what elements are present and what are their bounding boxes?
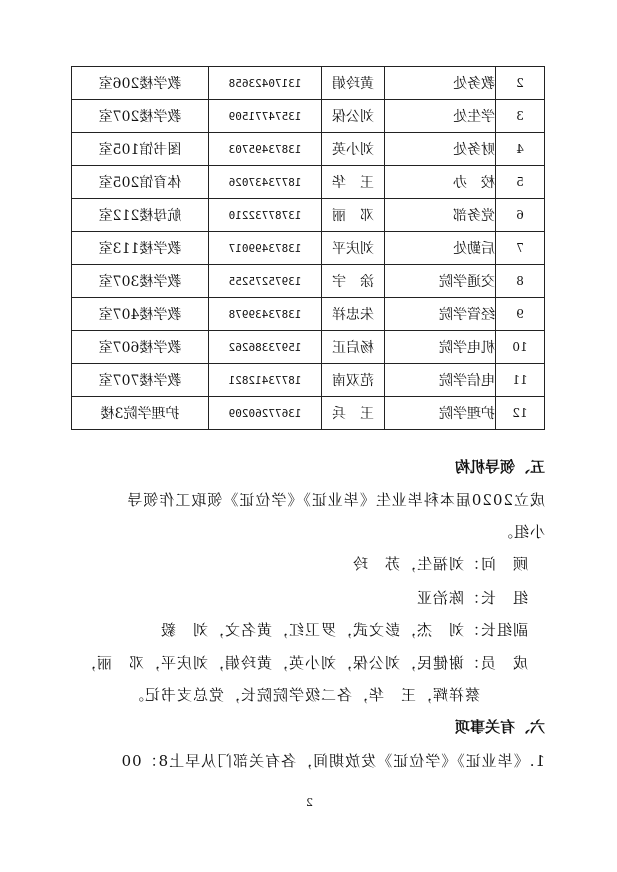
table-row: [72, 166, 545, 199]
person-name-cell: 黄玲娟: [322, 67, 385, 100]
phone-cell: 13873439978: [209, 298, 322, 331]
office-room-cell: 图书馆105室: [72, 133, 209, 166]
phone-cell: 13170423658: [209, 67, 322, 100]
office-room-cell: 体育馆205室: [72, 166, 209, 199]
office-room-cell: 教学楼113室: [72, 232, 209, 265]
office-room-cell: 教学楼407室: [72, 298, 209, 331]
row-number: 6: [496, 199, 545, 232]
table-row: [72, 133, 545, 166]
row-number: 7: [496, 232, 545, 265]
table-row: [72, 265, 545, 298]
table-row: [72, 67, 545, 100]
department-cell: 交通学院: [385, 265, 496, 298]
table-row: [72, 331, 545, 364]
person-name-cell: 朱忠祥: [322, 298, 385, 331]
section-5-intro-line2: 小组。: [496, 523, 545, 541]
person-name-cell: 涂 宇: [322, 265, 385, 298]
row-number: 12: [496, 397, 545, 430]
phone-cell: 18773437026: [209, 166, 322, 199]
department-cell: 学生处: [385, 100, 496, 133]
department-cell: 护理学院: [385, 397, 496, 430]
office-room-cell: 教学楼607室: [72, 331, 209, 364]
department-cell: 机电学院: [385, 331, 496, 364]
row-number: 4: [496, 133, 545, 166]
row-number: 11: [496, 364, 545, 397]
phone-cell: 15973386262: [209, 331, 322, 364]
phone-cell: 13873499017: [209, 232, 322, 265]
phone-cell: 13787732210: [209, 199, 322, 232]
row-number: 10: [496, 331, 545, 364]
section-6-item1: 1.《毕业证》《学位证》发放期间，各有关部门从早上8：00: [120, 752, 545, 770]
deputy-line: 副组长：刘 杰，彭文武，罗卫红，黄名文，刘 毅: [159, 621, 528, 639]
members-line1: 成 员：谢健民，刘公保，刘小英，黄玲娟，刘庆平，邓 丽，: [79, 654, 528, 672]
table-row: [72, 232, 545, 265]
department-cell: 电信学院: [385, 364, 496, 397]
row-number: 3: [496, 100, 545, 133]
office-room-cell: 教学楼707室: [72, 364, 209, 397]
members-line2: 蔡祥辉，王 华，各二级学院院长，党总支书记。: [127, 686, 480, 704]
phone-cell: 13574771509: [209, 100, 322, 133]
office-room-cell: 教学楼307室: [72, 265, 209, 298]
person-name-cell: 王 兵: [322, 397, 385, 430]
table-row: [72, 364, 545, 397]
department-cell: 后勤处: [385, 232, 496, 265]
person-name-cell: 王 华: [322, 166, 385, 199]
person-name-cell: 刘小英: [322, 133, 385, 166]
section-5-heading: 五、领导机构: [454, 458, 545, 476]
row-number: 5: [496, 166, 545, 199]
office-room-cell: 教学楼206室: [72, 67, 209, 100]
row-number: 9: [496, 298, 545, 331]
department-cell: 教务处: [385, 67, 496, 100]
person-name-cell: 刘公保: [322, 100, 385, 133]
person-name-cell: 范双南: [322, 364, 385, 397]
person-name-cell: 邓 丽: [322, 199, 385, 232]
table-row: [72, 397, 545, 430]
table-row: [72, 298, 545, 331]
row-number: 8: [496, 265, 545, 298]
department-cell: 党务部: [385, 199, 496, 232]
section-6-heading: 六、有关事项: [454, 718, 545, 736]
contact-table: [71, 66, 545, 430]
leader-line: 组 长：陈治亚: [415, 589, 528, 607]
phone-cell: 13873495703: [209, 133, 322, 166]
department-cell: 校 办: [385, 166, 496, 199]
phone-cell: 13677260209: [209, 397, 322, 430]
table-row: [72, 100, 545, 133]
department-cell: 财务处: [385, 133, 496, 166]
advisor-line: 顾 问：刘福生，苏 玲: [351, 555, 528, 573]
person-name-cell: 杨启正: [322, 331, 385, 364]
section-5-intro-line1: 成立2020届本科毕业生《毕业证》《学位证》领取工作领导: [126, 491, 545, 509]
person-name-cell: 刘庆平: [322, 232, 385, 265]
office-room-cell: 教学楼207室: [72, 100, 209, 133]
phone-cell: 13975275255: [209, 265, 322, 298]
office-room-cell: 航母楼212室: [72, 199, 209, 232]
phone-cell: 18773412821: [209, 364, 322, 397]
office-room-cell: 护理学院3楼: [72, 397, 209, 430]
department-cell: 经管学院: [385, 298, 496, 331]
row-number: 2: [496, 67, 545, 100]
page-number: 2: [306, 796, 313, 809]
table-row: [72, 199, 545, 232]
